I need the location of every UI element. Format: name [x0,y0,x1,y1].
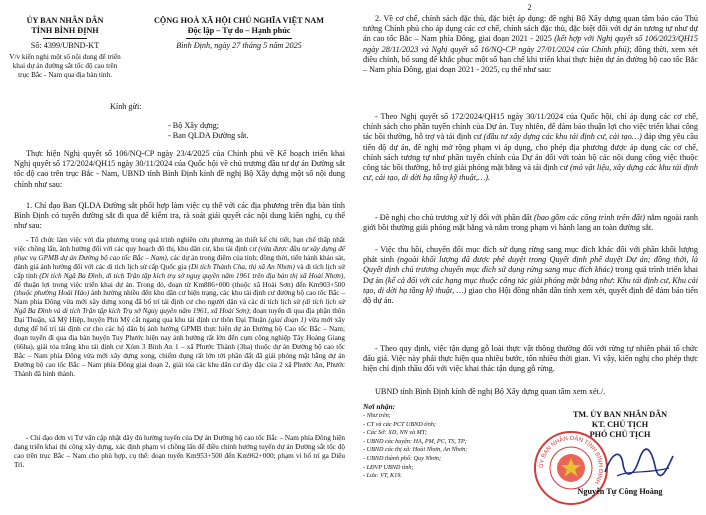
text-run-italic: (ngoài khối lượng đã được phê duyệt trong Quyết định phê duyệt Dự án; đồng thời, là Quyết định chủ trương chuyển mục đích sử dụng rừng sang mục đích khác) [363,255,698,275]
text-run: đáp ứng yêu cầu tiến độ dự án, đề nghị mở rộng phạm vi áp dụng, cho phép địa phương được áp dụng các cơ chế, chính sách tương tự như phần tuyến chính của Dự án đối với toàn bộ các nội dung công việc thuộc công tác bồi thường, hỗ trợ giải phóng mặt bằng và tái định cư [363,132,699,173]
issuing-authority-line1: ỦY BAN NHÂN DÂN [26,16,104,25]
section-2-paragraph [363,14,698,75]
recipient-item: - UBND các thị xã: Hoài Nhơn, An Nhơn; [363,446,468,454]
signature-title-line3: PHÓ CHỦ TỊCH [589,430,651,440]
reference-number: Số: 4399/UBND-KT [30,41,100,50]
text-run-italic: (thuộc phường Hoài Hảo) [14,289,90,298]
text-run-italic: (kể cả đối với các hạng mục thuộc công tác giải phóng mặt bằng như: Khu tái định cư, Khu cải tạo, di dời hạ tầng kỹ thuật, …) [363,275,699,295]
issuing-authority-line2: TỈNH BÌNH ĐỊNH [31,26,99,36]
text-run-italic: (giai đoạn 1) [268,316,307,325]
text-run: giao cho Hội đồng nhân dân tỉnh xem xét, quyết định để đảm bảo tiến độ dự án. [363,285,698,306]
closing-sentence: UBND tỉnh Bình Định kính đề nghị Bộ Xây dựng quan tâm xem xét./. [375,387,606,396]
text-run-italic: (vừa được đầu tư xây dựng để phục vụ GPMB dự án Đường bộ cao tốc Bắc – Nam) [14,244,345,262]
recipient-item: - Như trên; [363,412,391,419]
text-run-italic: (mỏ vật liệu, xây dựng các khu tái định cư, cải tạo, di dời hạ tầng kỹ thuật,…). [363,163,698,183]
recipients-list [363,412,523,481]
text-run: - Tổ chức làm việc với địa phương trong quá trình nghiên cứu phương án thiết kế chi tiết, hạn chế thấp nhất việc chồng lấn, ảnh hưởng đối với các quy hoạch đô thị, khu dân cư, khu tái định cư [14,236,345,253]
recipient-item: - CT và các PCT UBND tỉnh; [363,420,436,428]
authority-underline [43,38,87,39]
document-date: Bình Định, ngày 27 tháng 5 năm 2025 [176,41,302,50]
page-number: 2 [527,3,532,12]
text-run: ; đồng thời, xem xét điều chỉnh, bổ sung để khắc phục một số hạn chế khi triển khai thực hiện dự án đường bộ cao tốc Bắc – Nam phía Đông, giai đoạn 2021 - 2025, cụ thể như sau: [363,44,698,75]
signer-name: Nguyễn Tự Công Hoàng [577,487,663,496]
text-run: 2. Về cơ chế, chính sách đặc thù, đặc biệt áp dụng: đề nghị Bộ Xây dựng quan tâm báo cáo Thủ tướng Chính phủ cho áp dụng các cơ chế, chính sách đặc thù, đặc biệt đối với dự án tương tự như dự án cao tốc Bắc – Nam phía Đông, giai đoạn 2021 - 2025 [363,14,698,44]
text-run-italic: (Di tích Ngã Ba Đình, di tích Trận tập kích trụ sở nguỵ quyền năm 1961 trên địa bàn thị xã Hoài Nhơn) [39,271,344,280]
text-run-italic: (đầu tư xây dựng các khu tái định cư, cải tạo…) [483,132,642,142]
seal-text: ỦY BAN NHÂN DÂN TỈNH BÌNH ĐỊNH [538,435,604,485]
signature-icon [599,444,679,484]
bullet-3-paragraph [363,245,698,306]
text-run-italic: (Di tích Thành Cha, thị xã An Nhơn) [188,262,295,271]
text-run: ; đoạn tuyến đi qua địa phận thôn Đại Thuận, xã Mỹ Hiệp, huyện Phù Mỹ cắt ngang qua khu tái định cư thôn Đại Thuận [14,307,345,325]
recipient-item: - UBND các huyện: HA, PM, PC, TS, TP; [363,437,467,445]
addressee-label: Kính gửi: [110,102,142,111]
addressee-1: - Bộ Xây dựng; [168,121,220,130]
text-run: trong quá trình triển khai Dự án [363,265,698,285]
intro-paragraph: Thực hiện Nghị quyết số 106/NQ-CP ngày 23/4/2025 của Chính phủ về Kế hoạch triển khai Nghị quyết số 172/2024/QH15 ngày 30/11/2024 của Quốc hội về chủ trương đầu tư dự án Đường sắt tốc độ cao trên trục Bắc - Nam, UBND tỉnh Bình Định kính đề nghị Bộ Xây dựng một số nội dung chính như sau: [14,149,345,189]
text-run: , các dự án trong điểm của tỉnh; đồng thời, tiến hành khảo sát, đánh giá ảnh hưởng đối với các di tích lịch sử cấp Quốc gia [14,253,345,271]
issuing-authority [12,16,118,36]
section-1a-paragraph [14,236,345,379]
national-title: CỘNG HOÀ XÃ HỘI CHỦ NGHĨA VIỆT NAM [153,16,325,25]
addressee-2: - Ban QLDA Đường sắt. [168,131,249,140]
text-run: - Việc thu hồi, chuyển đổi mục đích sử dụng rừng sang mục đích khác đối với phần khối lượng phát sinh [363,245,698,265]
bullet-4-paragraph: - Theo quy định, việc tận dụng gỗ loài thực vật thông thường đối với rừng tự nhiên phải tổ chức đấu giá. Việc này phải thực hiện qua nhiều bước, tốn nhiều thời gian. Vì vậy, kiến nghị cho phép thực hiện chỉ định thầu đối với việc khai thác tận dụng gỗ rừng. [363,344,698,374]
bullet-1-paragraph [363,112,698,183]
text-run: - Theo Nghị quyết số 172/2024/QH15 ngày 30/11/2024 của Quốc hội, chỉ áp dụng các cơ chế, chính sách cho phần tuyến chính của Dự án. Tuy nhiên, để đảm bảo thuận lợi cho việc triển khai công tác bồi thường, hỗ trợ và tái định cư [363,112,698,142]
recipient-item: - Các Sở: XD, NN và MT; [363,429,427,437]
text-run-italic: (di tích lịch sử Ngã Ba Đình và di tích Trận tập kích Trụ sở Nguỵ quyền năm 1961, xã Hoài Sơn) [14,298,345,316]
bullet-2-paragraph [363,213,698,233]
text-run: , để thuận lợi trong việc triển khai dự án. Trong đó, đoạn từ Km886+000 (thuộc xã Hoài Sơn) đến Km903+500 [14,271,346,289]
signature-title-line2: KT. CHỦ TỊCH [591,420,649,430]
document-page-2 [353,0,706,515]
motto-underline [186,38,292,39]
text-run-italic: (bao gồm các công trình trên đất) [534,213,646,222]
recipient-item: - UBND thành phố: Quy Nhơn; [363,454,442,462]
recipient-item: - Lưu: VT, K19. [363,472,402,480]
text-run: ảnh hưởng nhiều đến khu dân cư hiện trạng, các khu tái định cư đường bộ cao tốc Bắc – Nam phía Đông vừa mới xây dựng xong đã bố trí tái định cư cho người dân và các di tích lịch sử [14,289,345,307]
text-run-italic: (kết hợp với Nghị quyết số 106/2023/QH15 ngày 28/11/2023 và Nghị quyết số 16/NQ-CP ngày 27/01/2024 của Chính phủ) [363,34,698,54]
recipient-item: - LĐVP UBND tỉnh; [363,463,414,471]
text-run: và di tích lịch sử cấp tỉnh [14,262,346,280]
section-1b-paragraph: - Chỉ đạo đơn vị Tư vấn cập nhật dây đủ hướng tuyến của Dự án Đường bộ cao tốc Bắc – Nam phía Đông hiện đang triển khai thi công xây dựng, xác định phạm vi chồng lấn để điều chỉnh hướng tuyến dự án Đường sắt tốc độ cao trên trục Bắc – Nam cho phù hợp, cụ thể: đoạn tuyến Km953+500 đến Km962+000; phạm vi bố trí ga Diêu Trì. [14,434,345,469]
text-run: - Đề nghị cho chủ trương xử lý đối với phần đất [375,213,535,222]
recipients-title: Nơi nhận: [363,402,396,411]
subject-line: V/v kiến nghị một số nội dung để triển khai dự án đường sắt tốc độ cao trên trục Bắc - Nam qua địa bàn tỉnh. [9,53,121,79]
text-run: nằm ngoài ranh giới bồi thường giải phóng mặt bằng và nằm trong phạm vi hành lang an toàn đường sắt. [363,213,699,233]
text-run: vừa mới xây dựng để bố trí tái định cư cho các hộ dân bị ảnh hưởng GPMB thực hiện dự án Đường bộ Cao tốc Bắc – Nam; đoạn tuyến đi qua địa bàn huyện Tuy Phước hiện nay ảnh hưởng rất lớn đến cụm công nghiệp Tây Hoàng Giang (66ha), giải tỏa trắng khu tái định cư Xóm 3 Bình An 1 – xã Phước Thành (3ha) thuộc dự án Đường bộ cao tốc Bắc – Nam phía Đông vừa mới xây dựng xong, chiếm dụng rất lớn tới phần đất đã giải phóng mặt bằng dự án Đường bộ cao tốc Bắc – Nam phía Đông giai đoạn 2, giải tỏa các khu dân cư dày đặc của 2 xã Phước An, Phước Thành đã hình thành. [14,316,346,378]
section-1-paragraph: 1. Chỉ đạo Ban QLDA Đường sắt phối hợp làm việc cụ thể với các địa phương trên địa bàn tỉnh Bình Định có tuyến đường sắt đi qua để kiểm tra, rà soát giải quyết các nội dung kiến nghị, cụ thể như sau: [14,201,345,231]
national-motto: Độc lập – Tự do – Hạnh phúc [187,26,291,35]
signature-title-line1: TM. ỦY BAN NHÂN DÂN [572,410,668,419]
